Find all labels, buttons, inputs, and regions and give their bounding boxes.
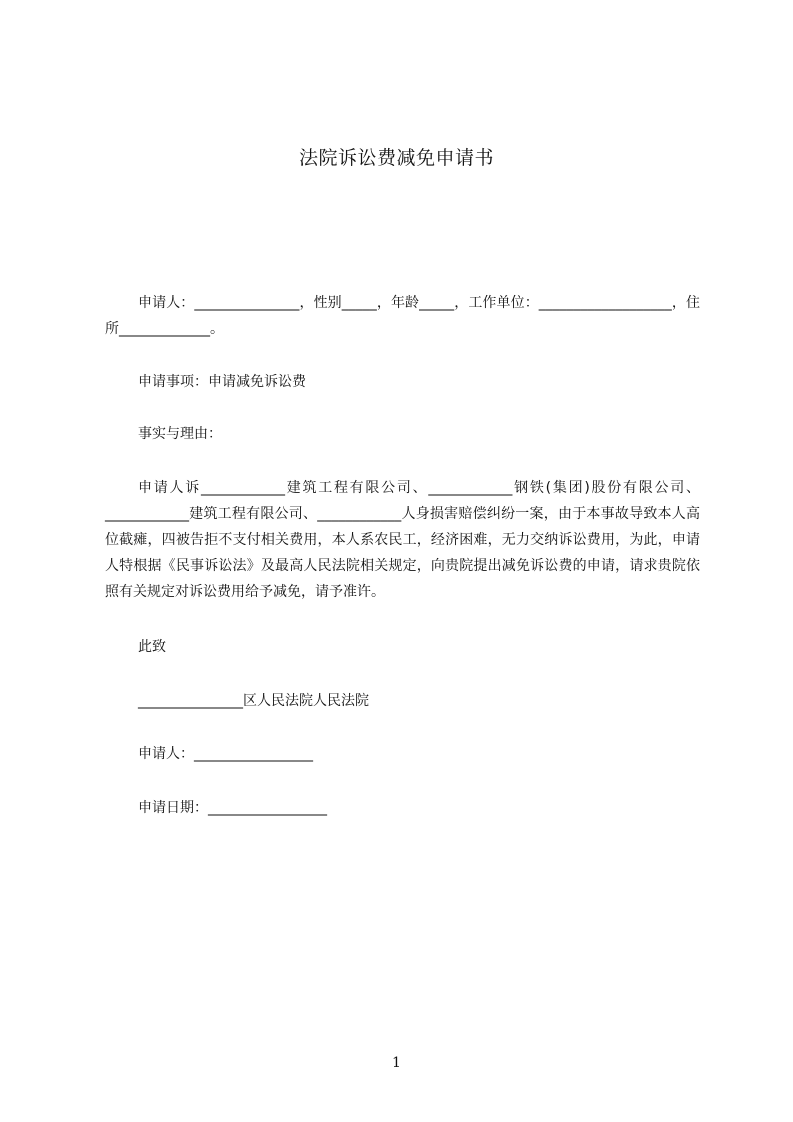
court-addressee: _______________区人民法院人民法院 [138, 693, 369, 709]
facts-body: 申请人诉____________建筑工程有限公司、____________钢铁(集团)股份有限公司、____________建筑工程有限公司、____________人身损害赔偿纠纷一案，由于本事故导致本人高位截瘫，四被告拒不支付相关费用，本人系农民工，经济困难，无力交纳诉讼费用，为此，申请人特根据《民事诉讼法》及最高人民法院相关规定，向贵院提出减免诉讼费的申请，请求贵院依照有关规定对诉讼费用给予减免，请予准许。 [105, 480, 700, 600]
applicant-signature: 申请人：_________________ [138, 746, 313, 762]
request-items: 申请事项：申请减免诉讼费 [138, 374, 306, 390]
application-date: 申请日期：_________________ [138, 800, 327, 816]
applicant-info: 申请人：_______________，性别_____，年龄_____，工作单位：___________________，住所_____________。 [105, 295, 700, 337]
facts-heading: 事实与理由： [138, 426, 222, 442]
page-number: 1 [392, 1055, 401, 1071]
salutation: 此致 [138, 639, 166, 655]
document-title: 法院诉讼费减免申请书 [298, 147, 494, 169]
